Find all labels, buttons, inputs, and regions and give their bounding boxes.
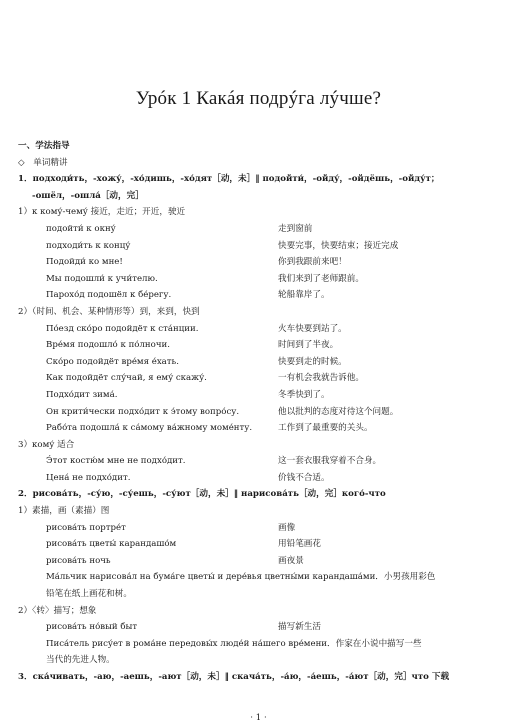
entry-1-sense-2: 2）（时间、机会、某种情形等）到，来到，快到	[18, 306, 200, 317]
entry-2-long-example-1: Ма́льчик нарисова́л на бума́ге цветы́ и дере́вья цветны́ми карандаша́ми．小男孩用彩色	[46, 572, 436, 583]
entry-1-examples-1	[18, 221, 508, 304]
example-row	[18, 470, 508, 487]
entry-1-headword: 1．подходи́ть，-хожу́，-хо́дишь，-хо́дят［动，未］‖ подойти́，-ойду́，-ойдёшь，-ойду́т；	[18, 174, 440, 185]
example-russian: Э́тот костю́м мне не подхо́дит.	[46, 456, 186, 467]
example-chinese: 画夜景	[278, 555, 304, 566]
example-chinese: 这一套衣服我穿着不合身。	[278, 456, 382, 467]
example-row	[18, 254, 508, 271]
entry-2-long-example-2-cont: 当代的先进人物。	[46, 655, 115, 666]
example-row	[18, 354, 508, 371]
example-chinese: 用铅笔画花	[278, 539, 321, 550]
example-row	[18, 337, 508, 354]
entry-1-headword-cont: -ошёл，-ошла́［动，完］	[32, 190, 144, 201]
example-russian: Ско́ро подойдёт вре́мя е́хать.	[46, 356, 179, 367]
example-chinese: 你到我跟前来吧！	[278, 257, 347, 268]
entry-3-headword: 3．ска́чивать，-аю，-аешь，-ают［动，未］‖ скача́ть，-а́ю，-а́ешь，-а́ют［动，完］что 下载	[18, 672, 450, 682]
example-chinese: 时间到了半夜。	[278, 340, 339, 351]
subsection-header: ◇ 单词精讲	[18, 157, 68, 168]
entry-1-examples-2	[18, 321, 508, 437]
example-chinese: 火车快要到站了。	[278, 323, 347, 334]
example-row	[18, 321, 508, 338]
example-row	[18, 553, 508, 570]
entry-2-long-example-1-cont: 铅笔在纸上画花和树。	[46, 589, 132, 600]
example-russian: Парохо́д подошёл к бе́регу.	[46, 290, 172, 301]
entry-2-sense-1: 1）素描，画（素描）图	[18, 506, 110, 517]
example-russian: рисова́ть цветы́ карандашо́м	[46, 539, 177, 550]
example-chinese: 轮船靠岸了。	[278, 290, 330, 301]
entry-2-sense-2: 2）〈转〉描写；想象	[18, 605, 97, 616]
example-russian: подходи́ть к концу́	[46, 240, 131, 251]
entry-1-sense-3: 3）кому́ 适合	[18, 439, 75, 450]
lesson-title: Урóк 1 Какáя подрýга лýчше?	[135, 88, 382, 109]
example-row	[18, 370, 508, 387]
example-row	[18, 238, 508, 255]
example-row	[18, 221, 508, 238]
example-row	[18, 287, 508, 304]
example-row	[18, 520, 508, 537]
example-chinese: 价钱不合适。	[278, 472, 330, 483]
example-row	[18, 420, 508, 437]
example-russian: Мы подошли́ к учи́телю.	[46, 273, 158, 284]
example-chinese: 一有机会我就告诉他。	[278, 373, 364, 384]
example-chinese: 描写新生活	[278, 622, 321, 633]
example-chinese: 工作到了最重要的关头。	[278, 423, 373, 434]
example-russian: Цена́ не подхо́дит.	[46, 472, 131, 483]
example-russian: подойти́ к окну́	[46, 223, 116, 234]
example-chinese: 走到窗前	[278, 223, 313, 234]
example-row	[18, 453, 508, 470]
example-russian: рисова́ть портре́т	[46, 522, 126, 533]
page-content	[18, 138, 508, 686]
example-russian: Подхо́дит зима́.	[46, 389, 118, 400]
example-chinese: 冬季快到了。	[278, 389, 330, 400]
example-russian: рисова́ть ночь	[46, 555, 111, 566]
example-russian: Подойди́ ко мне!	[46, 257, 123, 268]
example-russian: Он крити́чески подхо́дит к э́тому вопро́су.	[46, 406, 240, 417]
example-chinese: 快要完事，快要结束；接近完成	[278, 240, 399, 251]
example-russian: Рабо́та подошла́ к са́мому ва́жному моме́нту.	[46, 423, 253, 434]
example-russian: Вре́мя подошло́ к по́лночи.	[46, 340, 170, 351]
entry-1-examples-3	[18, 453, 508, 486]
entry-2-examples-2	[18, 619, 508, 636]
entry-1-sense-1: 1）к кому́-чему́ 接近，走近；开近，驶近	[18, 207, 186, 218]
example-row	[18, 619, 508, 636]
entry-2-headword: 2．рисова́ть，-су́ю，-су́ешь，-су́ют［动，未］‖ нарисова́ть［动，完］кого́-что	[18, 489, 386, 500]
example-russian: рисова́ть но́вый быт	[46, 622, 138, 633]
example-russian: Как подойдёт слу́чай, я ему́ скажу́.	[46, 373, 207, 384]
entry-2-long-example-2: Писа́тель рису́ет в рома́не передовы́х люде́й на́шего вре́мени．作家在小说中描写一些	[46, 638, 422, 649]
example-chinese: 快要到走的时候。	[278, 356, 347, 367]
example-russian: По́езд ско́ро подойдёт к ста́нции.	[46, 323, 199, 334]
example-chinese: 画像	[278, 522, 296, 533]
example-chinese: 他以批判的态度对待这个问题。	[278, 406, 399, 417]
example-row	[18, 404, 508, 421]
example-chinese: 我们来到了老师跟前。	[278, 273, 364, 284]
section-header: 一、学法指导	[18, 141, 70, 151]
example-row	[18, 271, 508, 288]
example-row	[18, 387, 508, 404]
example-row	[18, 536, 508, 553]
page-number: · 1 ·	[250, 713, 267, 723]
entry-2-examples-1	[18, 520, 508, 570]
